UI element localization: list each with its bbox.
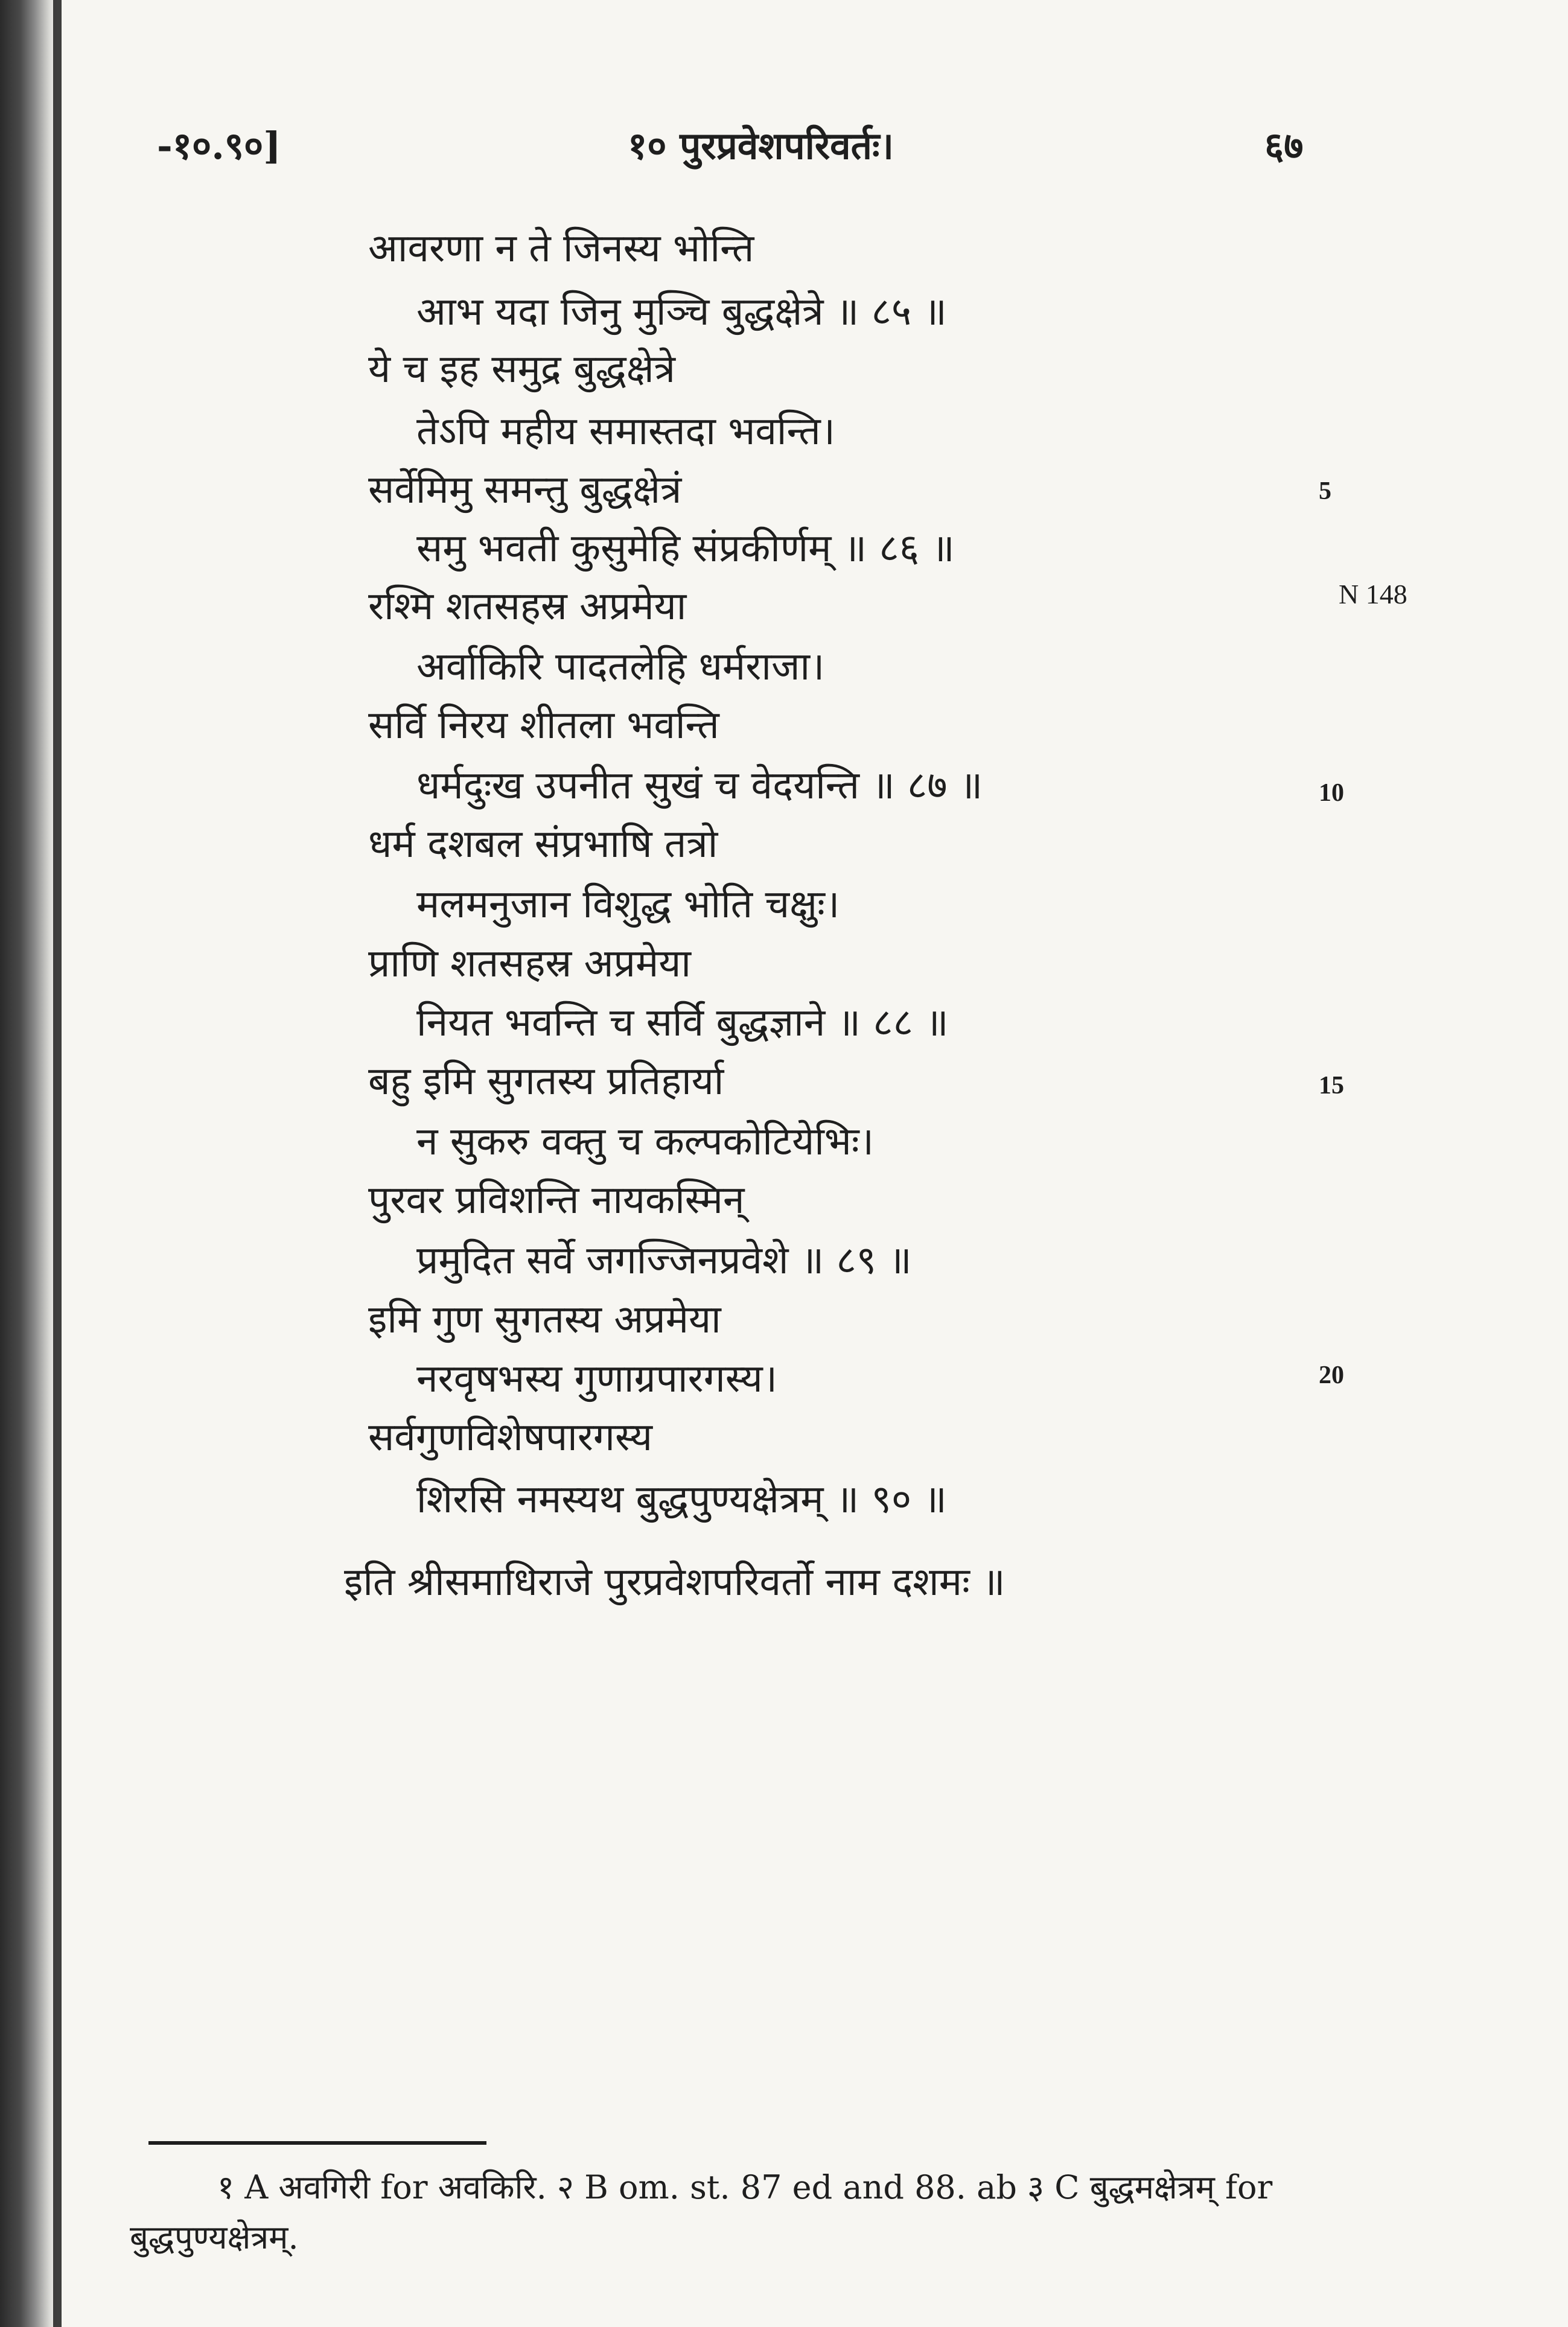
- verse-line: अर्वाकिरि पादतलेहि धर्मराजा।: [416, 645, 825, 689]
- footnote-rule: [148, 2141, 486, 2145]
- verse-line: प्रमुदित सर्वे जगज्जिनप्रवेशे ॥ ८९ ॥: [416, 1238, 912, 1283]
- verse-line: नरवृषभस्य गुणाग्रपारगस्य।: [416, 1357, 778, 1401]
- verse-line: पुरवर प्रविशन्ति नायकस्मिन्: [368, 1178, 745, 1223]
- running-head-chapter-title: १० पुरप्रवेशपरिवर्तः।: [628, 124, 894, 168]
- line-number: 10: [1319, 779, 1344, 807]
- book-spine-edge: [53, 0, 62, 2327]
- verse-line: नियत भवन्ति च सर्वि बुद्धज्ञाने ॥ ८८ ॥: [416, 1001, 949, 1045]
- verse-line: आभ यदा जिनु मुञ्चि बुद्धक्षेत्रे ॥ ८५ ॥: [416, 290, 947, 334]
- verse-line: आवरणा न ते जिनस्य भोन्ति: [368, 226, 754, 271]
- line-number: 15: [1319, 1072, 1344, 1100]
- margin-reference: N 148: [1339, 579, 1407, 610]
- verse-line: मलमनुजान विशुद्ध भोति चक्षुः।: [416, 882, 840, 927]
- verse-line: धर्मदुःख उपनीत सुखं च वेदयन्ति ॥ ८७ ॥: [416, 763, 983, 808]
- page-number: ६७: [1264, 124, 1304, 168]
- running-head-verse-range: -१०.९०]: [157, 124, 281, 168]
- book-spine-shadow: [0, 0, 58, 2327]
- verse-line: बहु इमि सुगतस्य प्रतिहार्या: [368, 1059, 724, 1104]
- verse-line: सर्वेमिमु समन्तु बुद्धक्षेत्रं: [368, 468, 682, 512]
- verse-line: सर्वि निरय शीतला भवन्ति: [368, 703, 719, 748]
- verse-line: समु भवती कुसुमेहि संप्रकीर्णम् ॥ ८६ ॥: [416, 526, 955, 571]
- verse-line: सर्वगुणविशेषपारगस्य: [368, 1415, 652, 1460]
- verse-line: रश्मि शतसहस्र अप्रमेया: [368, 584, 687, 629]
- footnote-line: बुद्धपुण्यक्षेत्रम्.: [130, 2218, 299, 2256]
- verse-line: धर्म दशबल संप्रभाषि तत्रो: [368, 822, 718, 867]
- line-number: 20: [1319, 1361, 1344, 1389]
- verse-line: न सुकरु वक्तु च कल्पकोटियेभिः।: [416, 1119, 874, 1164]
- verse-line: ये च इह समुद्र बुद्धक्षेत्रे: [368, 347, 675, 392]
- chapter-colophon: इति श्रीसमाधिराजे पुरप्रवेशपरिवर्तो नाम दशमः ॥: [344, 1560, 1005, 1605]
- verse-line: प्राणि शतसहस्र अप्रमेया: [368, 941, 691, 986]
- line-number: 5: [1319, 477, 1331, 505]
- verse-line: इमि गुण सुगतस्य अप्रमेया: [368, 1297, 721, 1342]
- verse-line: शिरसि नमस्यथ बुद्धपुण्यक्षेत्रम् ॥ ९० ॥: [416, 1477, 947, 1522]
- verse-line: तेऽपि महीय समास्तदा भवन्ति।: [416, 409, 835, 454]
- footnote-line: १ A अवगिरी for अवकिरि. २ B om. st. 87 ed and 88. ab ३ C बुद्धमक्षेत्रम् for: [217, 2168, 1273, 2206]
